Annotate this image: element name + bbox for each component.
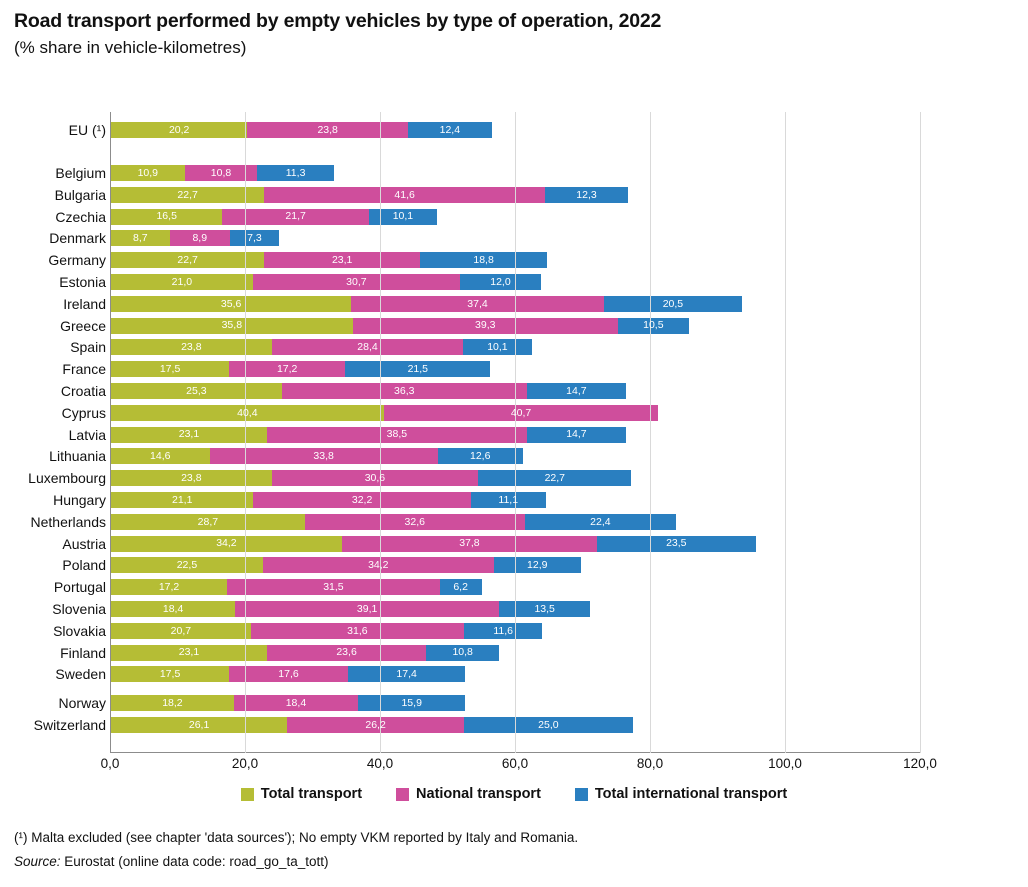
bar-segment: [111, 165, 185, 181]
bar-segment: [525, 514, 676, 530]
bar-value-label: 37,4: [467, 297, 488, 310]
gridline: [515, 112, 516, 753]
legend-label: Total transport: [260, 786, 363, 802]
bar-row: [111, 339, 532, 355]
bar-segment: [272, 339, 464, 355]
bar-segment: [463, 339, 531, 355]
x-tick-label: 0,0: [100, 756, 120, 771]
bar-segment: [471, 492, 546, 508]
category-label-text: Poland: [62, 557, 106, 574]
category-label-text: Netherlands: [30, 513, 106, 530]
bar-value-label: 18,8: [473, 253, 494, 266]
bar-segment: [111, 666, 229, 682]
gridline: [650, 112, 651, 753]
bar-value-label: 16,5: [156, 210, 177, 223]
bar-row: [111, 187, 628, 203]
bar-row: [111, 695, 465, 711]
bar-value-label: 18,4: [162, 602, 184, 615]
bar-segment: [527, 383, 626, 399]
bar-value-label: 17,2: [158, 580, 180, 593]
bar-segment: [408, 122, 492, 138]
bar-value-label: 21,1: [171, 493, 193, 506]
bar-segment: [235, 601, 499, 617]
bar-row: [111, 492, 546, 508]
bar-segment: [264, 252, 420, 268]
gridline: [380, 112, 381, 753]
bar-segment: [111, 536, 342, 552]
bar-row: [111, 209, 437, 225]
bar-segment: [111, 427, 267, 443]
bar-segment: [351, 296, 603, 312]
bar-segment: [111, 645, 267, 661]
bar-row: [111, 230, 279, 246]
bar-value-label: 20,2: [168, 123, 190, 136]
bar-value-label: 34,2: [216, 537, 237, 550]
bar-row: [111, 165, 334, 181]
category-label-text: EU (¹): [68, 122, 106, 138]
legend-swatch: [396, 788, 409, 801]
bar-value-label: 31,6: [347, 624, 368, 637]
bar-segment: [111, 187, 264, 203]
bar-segment: [111, 361, 229, 377]
bar-value-label: 33,8: [313, 450, 334, 463]
bar-value-label: 14,7: [566, 384, 587, 397]
bar-segment: [348, 666, 465, 682]
bar-value-label: 10,1: [487, 341, 508, 354]
bar-segment: [111, 383, 282, 399]
bar-value-label: 8,9: [192, 232, 208, 245]
bar-value-label: 17,2: [276, 362, 298, 375]
bar-segment: [464, 623, 542, 639]
category-label-text: Austria: [62, 535, 106, 552]
bar-value-label: 17,4: [396, 668, 417, 681]
bar-value-label: 23,6: [336, 646, 357, 659]
bar-segment: [111, 230, 170, 246]
bar-segment: [111, 601, 235, 617]
bar-row: [111, 427, 626, 443]
category-label-text: Cyprus: [61, 404, 106, 421]
category-label-text: Slovenia: [52, 601, 106, 617]
bar-value-label: 8,7: [133, 232, 148, 245]
bar-value-label: 18,2: [162, 696, 183, 709]
category-label-text: Estonia: [59, 274, 106, 290]
category-label-text: Latvia: [68, 426, 106, 443]
bar-value-label: 15,9: [401, 696, 422, 709]
bar-segment: [618, 318, 689, 334]
bar-segment: [420, 252, 547, 268]
bar-value-label: 23,1: [331, 253, 353, 266]
bar-value-label: 22,7: [177, 253, 198, 266]
bar-value-label: 23,1: [178, 646, 200, 659]
bar-segment: [111, 623, 251, 639]
bar-value-label: 20,5: [662, 297, 684, 310]
bar-row: [111, 405, 658, 421]
bar-segment: [247, 122, 408, 138]
bar-segment: [527, 427, 626, 443]
bar-segment: [305, 514, 525, 530]
source-value: Eurostat (online data code: road_go_ta_tott): [60, 854, 329, 869]
category-label-text: Czechia: [55, 208, 106, 225]
legend-swatch: [241, 788, 254, 801]
bar-segment: [111, 448, 210, 464]
x-tick-label: 60,0: [501, 756, 529, 771]
bar-row: [111, 623, 542, 639]
bar-segment: [111, 252, 264, 268]
category-label-text: Luxembourg: [28, 470, 106, 487]
bar-value-label: 23,8: [181, 471, 202, 484]
bar-segment: [440, 579, 482, 595]
bar-segment: [263, 557, 494, 573]
bar-row: [111, 579, 482, 595]
source-label: Source:: [14, 854, 61, 869]
bar-segment: [460, 274, 541, 290]
bar-segment: [111, 557, 263, 573]
chart-legend: [0, 786, 1028, 802]
bar-value-label: 32,6: [404, 515, 425, 528]
bar-value-label: 14,7: [566, 428, 587, 441]
bar-row: [111, 645, 499, 661]
legend-label: National transport: [416, 786, 541, 802]
x-tick-label: 20,0: [231, 756, 259, 771]
bar-value-label: 11,6: [493, 624, 513, 637]
category-label-text: Switzerland: [33, 716, 106, 733]
chart-title: Road transport performed by empty vehicles by type of operation, 2022: [14, 10, 662, 32]
bar-value-label: 41,6: [394, 188, 415, 201]
bar-row: [111, 557, 581, 573]
bar-segment: [229, 666, 348, 682]
bar-value-label: 37,8: [459, 537, 480, 550]
bar-segment: [264, 187, 545, 203]
footnote: (¹) Malta excluded (see chapter 'data sources'); No empty VKM reported by Italy and Romania.: [14, 830, 579, 845]
bar-segment: [253, 274, 460, 290]
bar-segment: [597, 536, 756, 552]
category-label-text: Germany: [48, 252, 106, 269]
bar-value-label: 11,1: [498, 493, 519, 506]
bar-value-label: 23,5: [666, 537, 687, 550]
bar-value-label: 17,5: [159, 362, 181, 375]
bar-value-label: 12,9: [527, 559, 548, 572]
bar-segment: [358, 695, 465, 711]
bar-value-label: 12,4: [439, 123, 461, 136]
bar-segment: [272, 470, 479, 486]
legend-item[interactable]: [575, 786, 787, 802]
bar-segment: [545, 187, 628, 203]
bar-segment: [111, 405, 384, 421]
bar-value-label: 23,8: [181, 341, 202, 354]
bar-segment: [111, 122, 247, 138]
bar-value-label: 28,7: [197, 515, 219, 528]
bar-value-label: 40,4: [237, 406, 258, 419]
bar-segment: [251, 623, 464, 639]
bar-segment: [185, 165, 258, 181]
category-label-text: Lithuania: [49, 448, 106, 465]
x-tick-label: 40,0: [366, 756, 394, 771]
category-label-text: Ireland: [63, 295, 106, 312]
bar-segment: [267, 645, 426, 661]
bar-value-label: 12,3: [576, 188, 597, 201]
bar-value-label: 38,5: [386, 428, 408, 441]
bar-value-label: 10,8: [210, 166, 232, 179]
bar-value-label: 7,3: [247, 232, 262, 245]
bar-segment: [210, 448, 438, 464]
category-label-text: Greece: [60, 317, 106, 334]
bar-value-label: 17,6: [278, 668, 299, 681]
bar-value-label: 6,2: [453, 580, 468, 593]
bar-segment: [230, 230, 279, 246]
bar-segment: [494, 557, 581, 573]
bar-segment: [111, 274, 253, 290]
x-tick-label: 100,0: [768, 756, 802, 771]
bar-segment: [426, 645, 499, 661]
bar-segment: [499, 601, 590, 617]
bar-row: [111, 318, 689, 334]
bar-value-label: 34,2: [368, 559, 389, 572]
bar-segment: [353, 318, 618, 334]
bar-value-label: 21,0: [171, 275, 193, 288]
bar-segment: [282, 383, 527, 399]
bar-segment: [438, 448, 523, 464]
bar-segment: [111, 514, 305, 530]
category-label-text: Spain: [70, 339, 106, 356]
bar-value-label: 26,2: [365, 718, 386, 731]
bar-segment: [111, 296, 351, 312]
category-label-text: Denmark: [49, 230, 106, 247]
bar-row: [111, 536, 756, 552]
category-label-text: Slovakia: [53, 622, 106, 639]
bar-value-label: 25,0: [538, 718, 559, 731]
bar-segment: [111, 695, 234, 711]
bar-value-label: 39,1: [356, 602, 378, 615]
bar-segment: [111, 717, 287, 733]
bar-value-label: 21,5: [407, 362, 428, 375]
bar-row: [111, 383, 626, 399]
bar-segment: [345, 361, 490, 377]
bar-value-label: 17,5: [159, 668, 181, 681]
bar-value-label: 35,6: [220, 297, 242, 310]
bar-value-label: 10,5: [643, 319, 664, 332]
category-label-text: Bulgaria: [54, 186, 106, 203]
bar-row: [111, 514, 676, 530]
category-label-text: France: [62, 361, 106, 378]
bar-value-label: 22,5: [176, 559, 198, 572]
bar-value-label: 31,5: [323, 580, 344, 593]
bar-segment: [111, 492, 253, 508]
bar-segment: [111, 318, 353, 334]
x-tick-label: 80,0: [636, 756, 664, 771]
bar-value-label: 10,1: [392, 210, 414, 223]
category-label-text: Finland: [60, 644, 106, 661]
category-label-text: Belgium: [55, 165, 106, 181]
bar-segment: [111, 470, 272, 486]
bar-row: [111, 717, 633, 733]
bar-value-label: 10,8: [452, 646, 473, 659]
bar-value-label: 12,6: [469, 450, 491, 463]
bar-row: [111, 601, 590, 617]
bar-value-label: 12,0: [490, 275, 511, 288]
bar-segment: [111, 579, 227, 595]
bar-value-label: 30,7: [346, 275, 367, 288]
bar-value-label: 40,7: [510, 406, 532, 419]
bar-value-label: 39,3: [475, 319, 496, 332]
bar-segment: [478, 470, 631, 486]
bar-value-label: 13,5: [534, 602, 555, 615]
bar-value-label: 36,3: [394, 384, 415, 397]
bar-segment: [604, 296, 742, 312]
bar-value-label: 20,7: [170, 624, 192, 637]
bar-segment: [287, 717, 464, 733]
bar-value-label: 25,3: [186, 384, 207, 397]
gridline: [785, 112, 786, 753]
category-label-text: Sweden: [55, 666, 106, 683]
category-label-text: Portugal: [53, 579, 106, 596]
source-note: [14, 854, 328, 869]
bar-segment: [170, 230, 230, 246]
bar-value-label: 22,7: [544, 471, 566, 484]
bar-segment: [267, 427, 527, 443]
bar-value-label: 26,1: [188, 718, 210, 731]
bar-value-label: 35,8: [221, 319, 243, 332]
bar-segment: [227, 579, 440, 595]
bar-value-label: 23,1: [178, 428, 200, 441]
bar-value-label: 22,7: [177, 188, 198, 201]
bar-value-label: 14,6: [150, 450, 171, 463]
bar-value-label: 21,7: [285, 210, 306, 223]
bar-segment: [257, 165, 333, 181]
bar-row: [111, 296, 742, 312]
category-label-text: Norway: [58, 695, 106, 711]
category-label-text: Croatia: [60, 383, 106, 399]
bar-row: [111, 666, 465, 682]
x-tick-label: 120,0: [903, 756, 937, 771]
bar-value-label: 32,2: [351, 493, 373, 506]
bar-row: [111, 122, 492, 138]
bar-value-label: 28,4: [357, 341, 378, 354]
bar-row: [111, 470, 631, 486]
gridline: [245, 112, 246, 753]
bar-row: [111, 252, 547, 268]
bar-row: [111, 274, 541, 290]
bar-row: [111, 361, 490, 377]
bar-value-label: 18,4: [285, 696, 307, 709]
chart-subtitle: (% share in vehicle-kilometres): [14, 38, 247, 57]
bar-segment: [253, 492, 470, 508]
bar-segment: [229, 361, 345, 377]
category-label-text: Hungary: [53, 492, 106, 508]
bar-value-label: 10,9: [137, 166, 158, 179]
bar-segment: [464, 717, 633, 733]
bar-row: [111, 448, 523, 464]
bar-segment: [111, 209, 222, 225]
legend-swatch: [575, 788, 588, 801]
bar-segment: [384, 405, 659, 421]
gridline: [920, 112, 921, 753]
bar-value-label: 22,4: [590, 515, 611, 528]
bar-segment: [111, 339, 272, 355]
bar-value-label: 11,3: [285, 166, 306, 179]
bar-value-label: 30,6: [364, 471, 386, 484]
bar-value-label: 23,8: [317, 123, 338, 136]
legend-label: Total international transport: [594, 786, 788, 802]
bar-segment: [234, 695, 358, 711]
legend-item[interactable]: [241, 786, 362, 802]
legend-item[interactable]: [396, 786, 541, 802]
